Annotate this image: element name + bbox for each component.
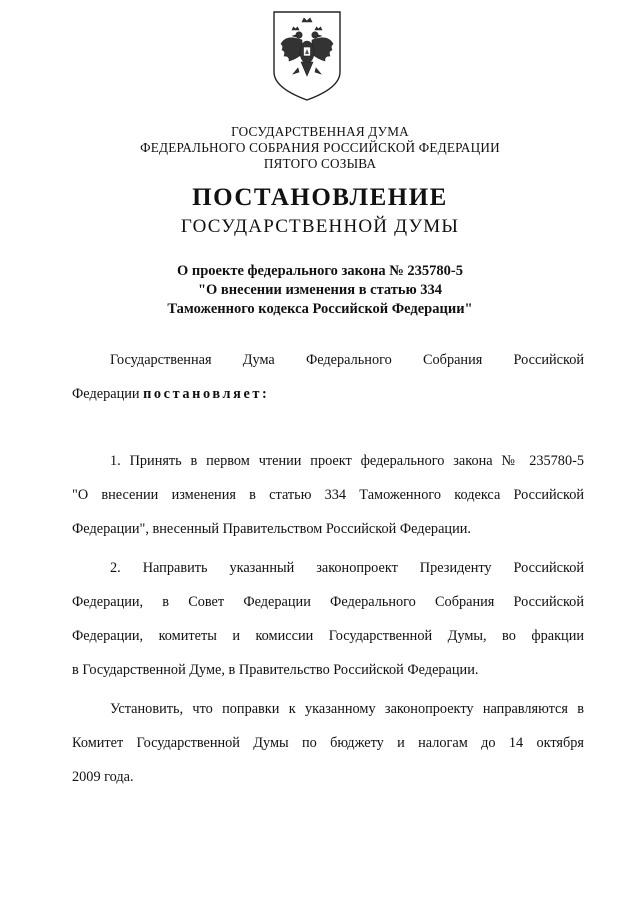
item-1-line-2: "О внесении изменения в статью 334 Таможенного кодекса Российской (72, 487, 584, 503)
closing-line-1: Установить, что поправки к указанному законопроекту направляются в (110, 701, 584, 717)
item-1-line-3: Федерации", внесенный Правительством Российской Федерации. (72, 521, 471, 537)
preamble-line-1-wrap (72, 343, 584, 377)
header-line-federal-assembly: ФЕДЕРАЛЬНОГО СОБРАНИЯ РОССИЙСКОЙ ФЕДЕРАЦИИ (140, 140, 500, 155)
preamble-line-2 (72, 377, 584, 411)
subject-line-1: О проекте федерального закона № 235780-5 (176, 263, 464, 279)
closing-line-3-wrap (72, 760, 584, 794)
closing-line-2-wrap (72, 726, 584, 760)
resolution-subject (0, 262, 640, 319)
item-1-line-1: 1. Принять в первом чтении проект федерального закона № 235780-5 (110, 453, 584, 469)
state-emblem (272, 10, 342, 102)
item-2-line-1-wrap (72, 551, 584, 585)
subject-line-2: "О внесении изменения в статью 334 (197, 282, 443, 298)
item-1-line-2-wrap (72, 478, 584, 512)
preamble-decrees-word: постановляет: (143, 386, 270, 402)
item-2-line-4: в Государственной Думе, в Правительство Российской Федерации. (72, 662, 479, 678)
document-type-subtitle: ГОСУДАРСТВЕННОЙ ДУМЫ (180, 216, 460, 237)
document-type-title: ПОСТАНОВЛЕНИЕ (192, 184, 448, 211)
preamble-line-1: Государственная Дума Федерального Собрания Российской (110, 352, 584, 368)
closing-line-2: Комитет Государственной Думы по бюджету и налогам до 14 октября (72, 735, 584, 751)
item-2-line-3: Федерации, комитеты и комиссии Государственной Думы, во фракции (72, 628, 584, 644)
preamble-line-2-wrap (72, 377, 584, 411)
preamble-federation-word: Федерации (72, 386, 144, 402)
double-headed-eagle-emblem-icon (272, 10, 342, 102)
item-2-line-3-wrap (72, 619, 584, 653)
closing-line-3: 2009 года. (72, 769, 134, 785)
closing-line-1-wrap (72, 692, 584, 726)
item-2-line-2-wrap (72, 585, 584, 619)
item-2-line-2: Федерации, в Совет Федерации Федерального Собрания Российской (72, 594, 584, 610)
header-line-duma: ГОСУДАРСТВЕННАЯ ДУМА (231, 124, 409, 139)
item-2-line-4-wrap (72, 653, 584, 687)
item-1-line-3-wrap (72, 512, 584, 546)
issuing-authority (0, 124, 640, 172)
item-1-line-1-wrap (72, 444, 584, 478)
subject-line-3: Таможенного кодекса Российской Федерации" (167, 301, 473, 317)
item-2-line-1: 2. Направить указанный законопроект Президенту Российской (110, 560, 584, 576)
header-line-convocation: ПЯТОГО СОЗЫВА (263, 156, 377, 171)
